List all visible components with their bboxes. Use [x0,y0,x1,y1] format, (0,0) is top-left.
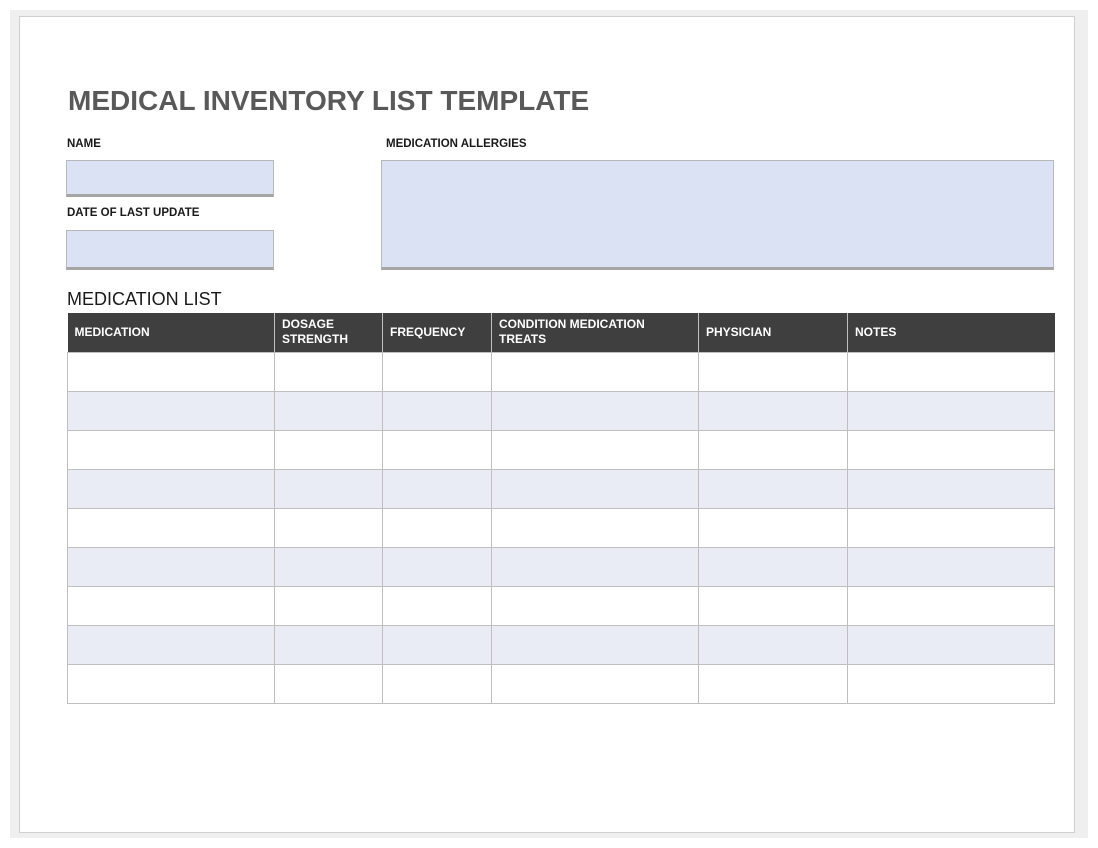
column-header-notes: NOTES [848,313,1055,352]
document-page [19,16,1075,833]
table-cell-dosage-strength[interactable] [275,430,383,469]
table-row [68,547,1055,586]
table-cell-frequency[interactable] [383,508,492,547]
table-cell-condition[interactable] [492,508,699,547]
table-cell-medication[interactable] [68,391,275,430]
table-cell-notes[interactable] [848,664,1055,703]
table-cell-physician[interactable] [699,508,848,547]
table-cell-dosage-strength[interactable] [275,625,383,664]
name-label: NAME [67,138,101,150]
table-cell-dosage-strength[interactable] [275,391,383,430]
table-cell-medication[interactable] [68,547,275,586]
column-header-condition: CONDITION MEDICATION TREATS [492,313,699,352]
table-row [68,508,1055,547]
table-cell-notes[interactable] [848,430,1055,469]
table-cell-medication[interactable] [68,469,275,508]
table-cell-frequency[interactable] [383,469,492,508]
table-cell-frequency[interactable] [383,391,492,430]
table-cell-condition[interactable] [492,625,699,664]
name-field[interactable] [66,160,274,197]
table-row [68,391,1055,430]
table-cell-medication[interactable] [68,352,275,391]
document-title: MEDICAL INVENTORY LIST TEMPLATE [68,85,590,116]
table-header-row [68,313,1055,352]
table-cell-notes[interactable] [848,586,1055,625]
column-header-physician: PHYSICIAN [699,313,848,352]
table-cell-notes[interactable] [848,547,1055,586]
table-row [68,664,1055,703]
table-cell-condition[interactable] [492,391,699,430]
table-cell-medication[interactable] [68,625,275,664]
table-cell-physician[interactable] [699,430,848,469]
table-row [68,352,1055,391]
table-cell-physician[interactable] [699,352,848,391]
table-cell-notes[interactable] [848,352,1055,391]
table-row [68,586,1055,625]
table-cell-dosage-strength[interactable] [275,586,383,625]
table-row [68,625,1055,664]
table-cell-notes[interactable] [848,508,1055,547]
medication-table [67,313,1055,704]
table-cell-dosage-strength[interactable] [275,664,383,703]
table-cell-frequency[interactable] [383,664,492,703]
table-cell-frequency[interactable] [383,625,492,664]
table-cell-dosage-strength[interactable] [275,547,383,586]
table-cell-condition[interactable] [492,430,699,469]
table-cell-physician[interactable] [699,391,848,430]
column-header-medication: MEDICATION [68,313,275,352]
table-cell-frequency[interactable] [383,586,492,625]
table-cell-frequency[interactable] [383,352,492,391]
table-cell-medication[interactable] [68,508,275,547]
table-cell-notes[interactable] [848,391,1055,430]
date-of-last-update-field[interactable] [66,230,274,270]
medication-allergies-field[interactable] [381,160,1054,270]
table-cell-notes[interactable] [848,625,1055,664]
table-cell-condition[interactable] [492,352,699,391]
table-cell-medication[interactable] [68,664,275,703]
table-cell-condition[interactable] [492,469,699,508]
date-of-last-update-label: DATE OF LAST UPDATE [67,207,200,219]
table-cell-dosage-strength[interactable] [275,469,383,508]
table-cell-condition[interactable] [492,664,699,703]
table-cell-physician[interactable] [699,547,848,586]
table-cell-frequency[interactable] [383,547,492,586]
table-cell-physician[interactable] [699,664,848,703]
table-cell-physician[interactable] [699,625,848,664]
table-cell-condition[interactable] [492,586,699,625]
table-row [68,430,1055,469]
table-cell-frequency[interactable] [383,430,492,469]
medication-allergies-label: MEDICATION ALLERGIES [386,138,527,150]
column-header-dosage-strength: DOSAGE STRENGTH [275,313,383,352]
table-cell-physician[interactable] [699,586,848,625]
table-cell-medication[interactable] [68,586,275,625]
table-cell-notes[interactable] [848,469,1055,508]
table-cell-dosage-strength[interactable] [275,508,383,547]
table-cell-physician[interactable] [699,469,848,508]
table-cell-medication[interactable] [68,430,275,469]
table-cell-condition[interactable] [492,547,699,586]
table-row [68,469,1055,508]
column-header-frequency: FREQUENCY [383,313,492,352]
medication-list-title: MEDICATION LIST [67,289,222,309]
table-cell-dosage-strength[interactable] [275,352,383,391]
